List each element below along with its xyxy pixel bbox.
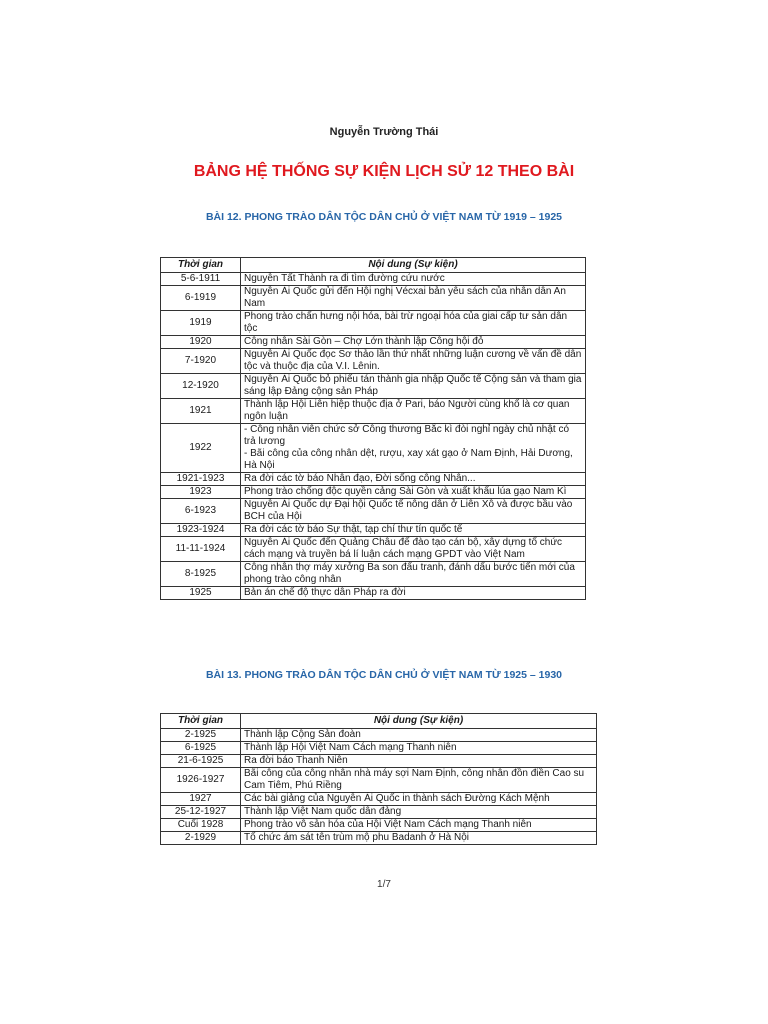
event-content: Tổ chức ám sát tên trùm mộ phu Badanh ở Hà Nội [241,832,597,845]
table-row [161,729,597,742]
event-content: Nguyễn Tất Thành ra đi tìm đường cứu nước [241,273,586,286]
table-row [161,486,586,499]
event-date: 7-1920 [161,349,241,374]
event-content: Nguyễn Ái Quốc dự Đại hội Quốc tế nông dân ở Liên Xô và được bầu vào BCH của Hội [241,499,586,524]
event-content: Bãi công của công nhân nhà máy sợi Nam Định, công nhân đồn điền Cao su Cam Tiêm, Phú Riềng [241,768,597,793]
event-content: Nguyễn Ái Quốc gửi đến Hội nghị Vécxai bản yêu sách của nhân dân An Nam [241,286,586,311]
event-date: 2-1929 [161,832,241,845]
section-title-bai-13: BÀI 13. PHONG TRÀO DÂN TỘC DÂN CHỦ Ở VIỆT NAM TỪ 1925 – 1930 [205,669,563,681]
event-content: Nguyễn Ái Quốc đến Quảng Châu để đào tạo cán bộ, xây dựng tổ chức cách mạng và truyền bá lí luận cách mạng GPDT vào Việt Nam [241,537,586,562]
table-row [161,537,586,562]
table-header-row [161,258,586,273]
event-content: Ra đời báo Thanh Niên [241,755,597,768]
event-content: Công nhân Sài Gòn – Chợ Lớn thành lập Công hội đỏ [241,336,586,349]
event-date: 1920 [161,336,241,349]
table-row [161,793,597,806]
author-name: Nguyễn Trường Thái [329,126,439,138]
event-date: 6-1925 [161,742,241,755]
table-row [161,424,586,473]
event-content: Phong trào chống độc quyền cảng Sài Gòn và xuất khẩu lúa gạo Nam Kì [241,486,586,499]
event-date: 6-1923 [161,499,241,524]
event-content: Nguyễn Ái Quốc đọc Sơ thảo lần thứ nhất những luận cương về vấn đề dân tộc và thuộc địa của V.I. Lênin. [241,349,586,374]
event-date: 1921-1923 [161,473,241,486]
event-date: 1925 [161,587,241,600]
event-content: Công nhân thợ máy xưởng Ba son đấu tranh, đánh dấu bước tiến mới của phong trào công nhân [241,562,586,587]
event-date: 5-6-1911 [161,273,241,286]
column-header-content: Nội dung (Sự kiện) [241,714,597,729]
events-body-bai-13 [161,729,597,845]
event-date: 1926-1927 [161,768,241,793]
table-row [161,806,597,819]
table-row [161,755,597,768]
event-content: Thành lập Cộng Sản đoàn [241,729,597,742]
table-row [161,349,586,374]
event-content: Phong trào vô sản hóa của Hội Việt Nam Cách mạng Thanh niên [241,819,597,832]
table-row [161,768,597,793]
section-title-bai-12: BÀI 12. PHONG TRÀO DÂN TỘC DÂN CHỦ Ở VIỆT NAM TỪ 1919 – 1925 [205,211,563,223]
event-date: 21-6-1925 [161,755,241,768]
event-date: 25-12-1927 [161,806,241,819]
event-content: Ra đời các tờ báo Nhân đạo, Đời sống công Nhân... [241,473,586,486]
table-row [161,273,586,286]
table-header-row [161,714,597,729]
table-row [161,473,586,486]
table-row [161,286,586,311]
event-date: 1927 [161,793,241,806]
event-date: 1923 [161,486,241,499]
table-row [161,742,597,755]
event-date: Cuối 1928 [161,819,241,832]
events-table-bai-12 [160,257,586,600]
event-date: 8-1925 [161,562,241,587]
table-row [161,587,586,600]
event-content: Các bài giảng của Nguyễn Ái Quốc in thành sách Đường Kách Mệnh [241,793,597,806]
event-date: 11-11-1924 [161,537,241,562]
table-row [161,336,586,349]
table-row [161,832,597,845]
column-header-time: Thời gian [161,258,241,273]
event-date: 12-1920 [161,374,241,399]
event-content: Bản án chế độ thực dân Pháp ra đời [241,587,586,600]
table-row [161,311,586,336]
event-content: Phong trào chấn hưng nội hóa, bài trừ ngoại hóa của giai cấp tư sản dân tộc [241,311,586,336]
event-content: Thành lập Hội Việt Nam Cách mạng Thanh niên [241,742,597,755]
table-row [161,524,586,537]
event-content: - Công nhân viên chức sở Công thương Bắc kì đòi nghỉ ngày chủ nhật có trả lương - Bãi công của công nhân dệt, rượu, xay xát gạo ở Nam Định, Hải Dương, Hà Nội [241,424,586,473]
events-body-bai-12 [161,273,586,600]
event-date: 1922 [161,424,241,473]
event-content: Thành lập Việt Nam quốc dân đảng [241,806,597,819]
event-date: 6-1919 [161,286,241,311]
table-row [161,374,586,399]
event-content: Ra đời các tờ báo Sự thật, tạp chí thư tín quốc tế [241,524,586,537]
table-row [161,819,597,832]
event-date: 1923-1924 [161,524,241,537]
event-date: 1919 [161,311,241,336]
page-number: 1/7 [377,879,391,890]
events-table-bai-13 [160,713,597,845]
event-content: Thành lập Hội Liên hiệp thuộc địa ở Pari, báo Người cùng khổ là cơ quan ngôn luận [241,399,586,424]
event-content: Nguyễn Ái Quốc bỏ phiếu tán thành gia nhập Quốc tế Cộng sản và tham gia sáng lập Đảng cộng sản Pháp [241,374,586,399]
table-row [161,499,586,524]
document-title: BẢNG HỆ THỐNG SỰ KIỆN LỊCH SỬ 12 THEO BÀI [193,163,575,180]
event-date: 1921 [161,399,241,424]
column-header-time: Thời gian [161,714,241,729]
table-row [161,562,586,587]
event-date: 2-1925 [161,729,241,742]
table-row [161,399,586,424]
column-header-content: Nội dung (Sự kiện) [241,258,586,273]
